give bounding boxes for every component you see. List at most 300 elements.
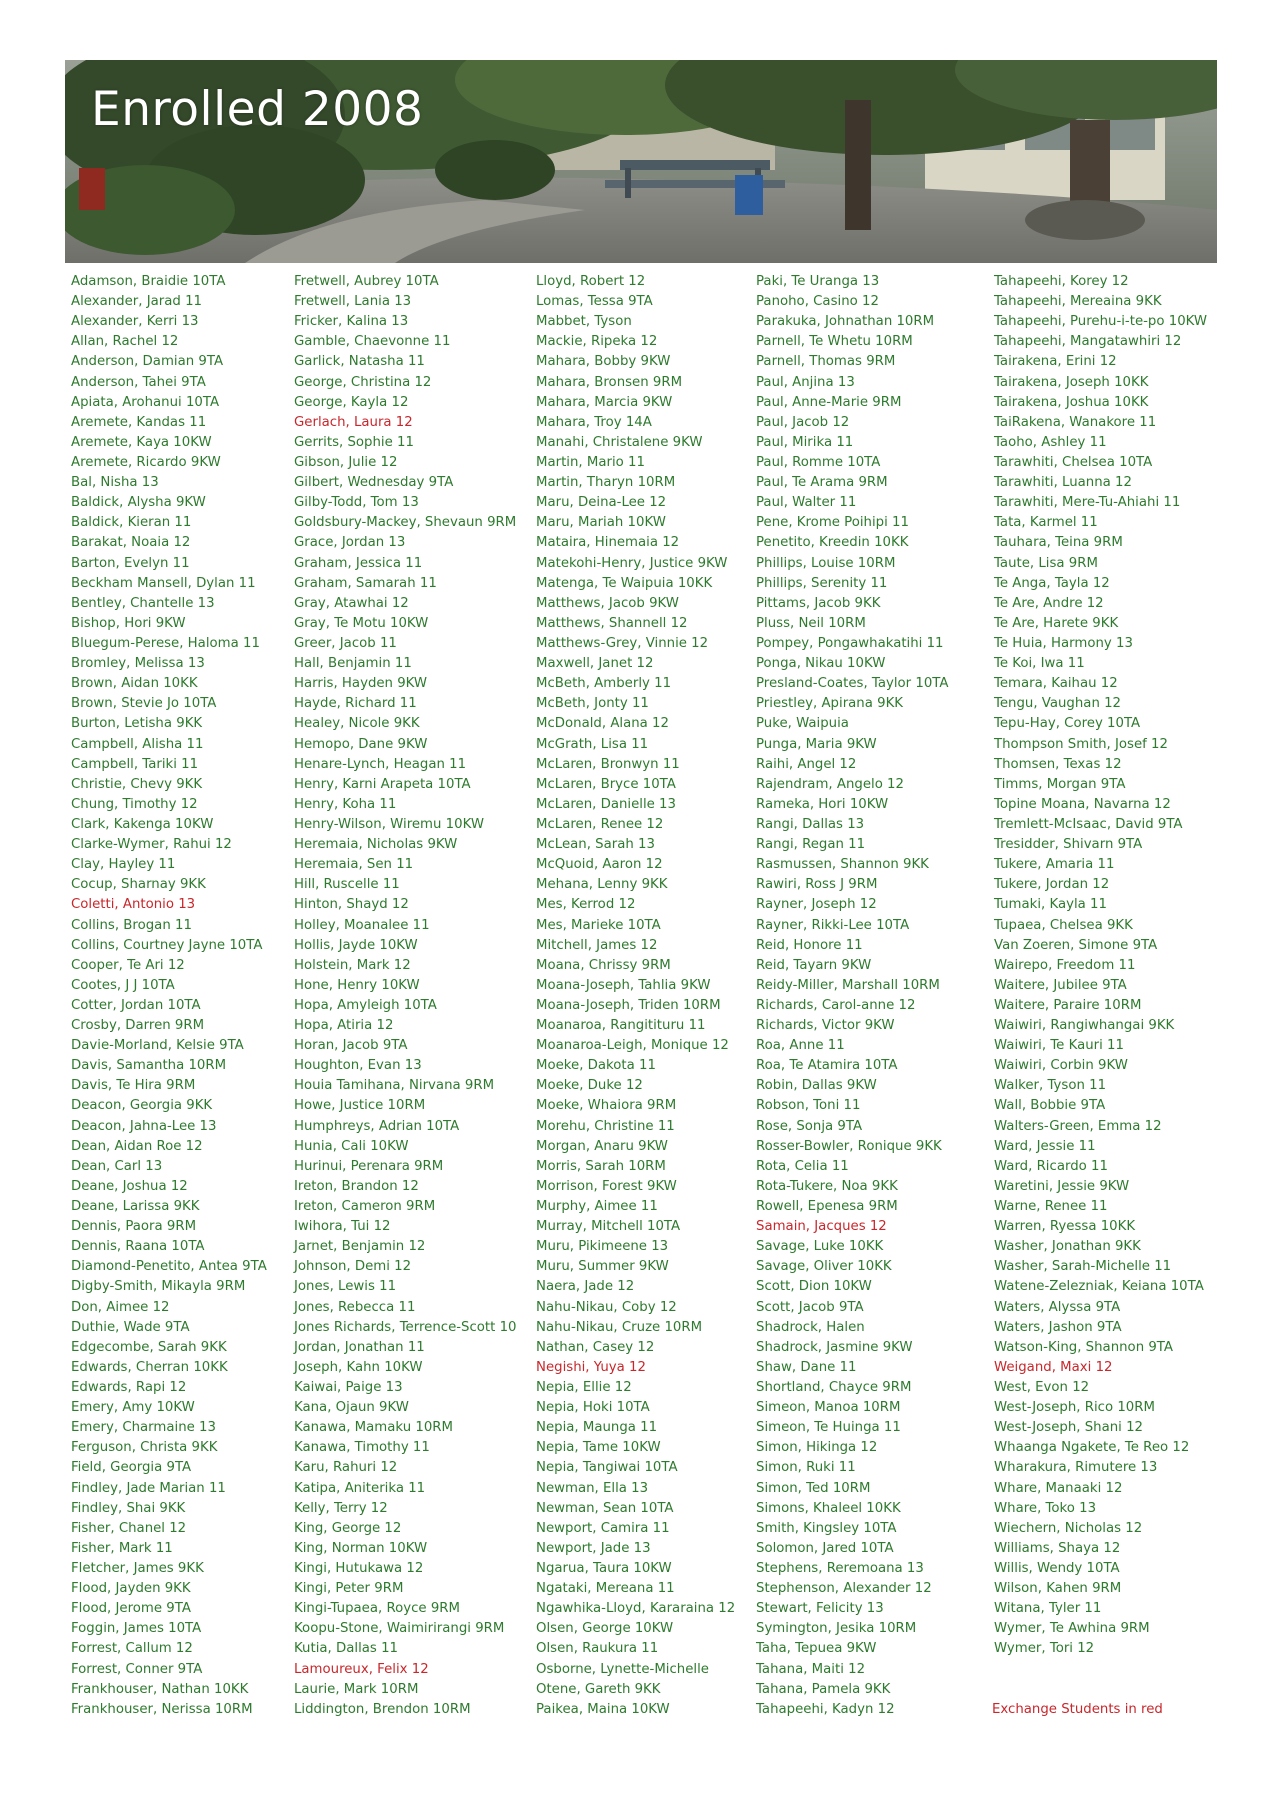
student-entry: Barakat, Noaia 12 <box>71 535 191 551</box>
student-entry: Apiata, Arohanui 10TA <box>71 394 220 410</box>
student-entry: Adamson, Braidie 10TA <box>71 274 226 289</box>
student-entry: Henare-Lynch, Heagan 11 <box>294 756 467 772</box>
student-entry: Davie-Morland, Kelsie 9TA <box>71 1038 244 1054</box>
student-entry: West-Joseph, Rico 10RM <box>994 1400 1155 1416</box>
student-entry: Kingi, Hutukawa 12 <box>294 1561 424 1576</box>
student-entry: Stewart, Felicity 13 <box>756 1601 884 1617</box>
exchange-student-entry: Coletti, Antonio 13 <box>71 897 196 913</box>
student-entry: Tremlett-McIsaac, David 9TA <box>994 816 1183 832</box>
student-entry: Richards, Carol-anne 12 <box>756 997 916 1013</box>
student-entry: Heremaia, Sen 11 <box>294 857 414 873</box>
student-entry: Burton, Letisha 9KK <box>71 716 203 732</box>
student-entry: Tepu-Hay, Corey 10TA <box>994 716 1141 732</box>
student-entry: Flood, Jayden 9KK <box>71 1581 191 1597</box>
student-entry: Campbell, Alisha 11 <box>71 736 204 752</box>
names-column-3 <box>536 272 735 1720</box>
exchange-student-entry: Weigand, Maxi 12 <box>994 1359 1113 1375</box>
student-entry: Kingi-Tupaea, Royce 9RM <box>294 1601 460 1617</box>
student-entry: Mataira, Hinemaia 12 <box>536 535 680 551</box>
student-entry: Simon, Ruki 11 <box>756 1460 856 1476</box>
student-entry: Heremaia, Nicholas 9KW <box>294 837 458 853</box>
student-entry: Whare, Manaaki 12 <box>994 1480 1123 1496</box>
student-entry: Fisher, Mark 11 <box>71 1540 173 1556</box>
student-entry: Tahapeehi, Mangatawhiri 12 <box>994 334 1182 350</box>
names-column-4 <box>756 272 949 1720</box>
student-entry: Waitere, Jubilee 9TA <box>994 977 1127 993</box>
student-entry: Olsen, Raukura 11 <box>536 1641 659 1657</box>
student-entry: Tahana, Maiti 12 <box>756 1661 866 1677</box>
student-entry: Warren, Ryessa 10KK <box>994 1219 1136 1235</box>
student-entry: Wymer, Te Awhina 9RM <box>994 1621 1150 1637</box>
student-entry: Iwihora, Tui 12 <box>294 1219 391 1235</box>
student-entry: Tarawhiti, Mere-Tu-Ahiahi 11 <box>994 495 1181 511</box>
student-entry: Ireton, Brandon 12 <box>294 1178 419 1194</box>
student-entry: Ireton, Cameron 9RM <box>294 1199 436 1215</box>
student-entry: Bromley, Melissa 13 <box>71 656 205 672</box>
student-entry: Maru, Deina-Lee 12 <box>536 495 667 511</box>
student-entry: Kaiwai, Paige 13 <box>294 1380 403 1396</box>
student-entry: Joseph, Kahn 10KW <box>294 1359 423 1375</box>
student-entry: Don, Aimee 12 <box>71 1299 170 1315</box>
student-entry: Houghton, Evan 13 <box>294 1058 422 1074</box>
student-entry: Hall, Benjamin 11 <box>294 656 412 672</box>
student-entry: Baldick, Alysha 9KW <box>71 495 206 511</box>
student-entry: Davis, Te Hira 9RM <box>71 1078 196 1094</box>
student-entry: Reid, Honore 11 <box>756 937 863 953</box>
names-column-5 <box>994 272 1207 1660</box>
student-entry: Cocup, Sharnay 9KK <box>71 877 206 893</box>
student-entry: Jarnet, Benjamin 12 <box>294 1239 426 1255</box>
student-entry: Matenga, Te Waipuia 10KK <box>536 575 713 591</box>
student-entry: Gibson, Julie 12 <box>294 454 398 470</box>
student-entry: Waretini, Jessie 9KW <box>994 1178 1130 1194</box>
student-entry: Johnson, Demi 12 <box>294 1259 412 1275</box>
student-entry: Robson, Toni 11 <box>756 1098 861 1114</box>
student-entry: Witana, Tyler 11 <box>994 1601 1102 1617</box>
student-entry: Whare, Toko 13 <box>994 1500 1097 1516</box>
student-entry: Clarke-Wymer, Rahui 12 <box>71 837 232 853</box>
student-entry: McQuoid, Aaron 12 <box>536 857 663 873</box>
student-entry: Thompson Smith, Josef 12 <box>994 736 1168 752</box>
student-entry: Deane, Joshua 12 <box>71 1178 188 1194</box>
student-entry: McGrath, Lisa 11 <box>536 736 649 752</box>
student-entry: Williams, Shaya 12 <box>994 1540 1121 1556</box>
student-entry: Holstein, Mark 12 <box>294 957 411 973</box>
student-entry: Anderson, Damian 9TA <box>71 354 224 370</box>
student-entry: Tairakena, Joshua 10KK <box>994 394 1149 410</box>
student-entry: Tata, Karmel 11 <box>994 515 1098 531</box>
student-entry: Taha, Tepuea 9KW <box>756 1641 877 1657</box>
student-entry: Paul, Walter 11 <box>756 495 857 511</box>
student-entry: Grace, Jordan 13 <box>294 535 406 551</box>
student-entry: Nepia, Tangiwai 10TA <box>536 1460 678 1476</box>
student-entry: Mabbet, Tyson <box>536 314 632 330</box>
student-entry: Tahapeehi, Korey 12 <box>994 274 1129 289</box>
student-entry: Aremete, Kaya 10KW <box>71 434 212 450</box>
student-entry: Koopu-Stone, Waimirirangi 9RM <box>294 1621 505 1637</box>
student-entry: Washer, Jonathan 9KK <box>994 1239 1141 1255</box>
student-entry: Greer, Jacob 11 <box>294 635 397 651</box>
student-entry: Paul, Mirika 11 <box>756 434 854 450</box>
student-entry: Deane, Larissa 9KK <box>71 1199 200 1215</box>
student-entry: McLaren, Bronwyn 11 <box>536 756 680 772</box>
student-entry: Mahara, Marcia 9KW <box>536 394 673 410</box>
student-entry: Savage, Oliver 10KK <box>756 1259 892 1275</box>
student-entry: Horan, Jacob 9TA <box>294 1038 408 1054</box>
student-entry: Temara, Kaihau 12 <box>994 676 1118 692</box>
student-entry: Ngawhika-Lloyd, Kararaina 12 <box>536 1601 736 1617</box>
student-entry: Matthews-Grey, Vinnie 12 <box>536 635 709 651</box>
student-entry: Duthie, Wade 9TA <box>71 1319 190 1335</box>
student-entry: Pittams, Jacob 9KK <box>756 595 881 611</box>
student-entry: Lomas, Tessa 9TA <box>536 294 653 310</box>
exchange-student-entry: Lamoureux, Felix 12 <box>294 1661 429 1677</box>
student-entry: Rawiri, Ross J 9RM <box>756 877 878 893</box>
student-entry: Moanaroa-Leigh, Monique 12 <box>536 1038 729 1054</box>
student-entry: Wall, Bobbie 9TA <box>994 1098 1106 1114</box>
student-entry: Phillips, Louise 10RM <box>756 555 896 571</box>
student-entry: Penetito, Kreedin 10KK <box>756 535 909 551</box>
student-entry: Scott, Jacob 9TA <box>756 1299 864 1315</box>
student-entry: Symington, Jesika 10RM <box>756 1621 917 1637</box>
student-entry: Forrest, Conner 9TA <box>71 1661 203 1677</box>
student-entry: King, Norman 10KW <box>294 1540 428 1556</box>
student-entry: Taute, Lisa 9RM <box>994 555 1098 571</box>
student-entry: Waitere, Paraire 10RM <box>994 997 1142 1013</box>
student-entry: Nepia, Tame 10KW <box>536 1440 661 1456</box>
student-entry: Mahara, Bronsen 9RM <box>536 374 683 390</box>
student-entry: Gerrits, Sophie 11 <box>294 434 414 450</box>
student-entry: Pluss, Neil 10RM <box>756 615 866 631</box>
student-entry: Shadrock, Halen <box>756 1319 865 1335</box>
student-entry: Topine Moana, Navarna 12 <box>994 796 1171 812</box>
student-entry: Harris, Hayden 9KW <box>294 676 428 692</box>
student-entry: Dennis, Paora 9RM <box>71 1219 197 1235</box>
student-entry: McBeth, Amberly 11 <box>536 676 672 692</box>
student-entry: Pompey, Pongawhakatihi 11 <box>756 635 944 651</box>
student-entry: Gilbert, Wednesday 9TA <box>294 475 454 491</box>
student-entry: Houia Tamihana, Nirvana 9RM <box>294 1078 495 1094</box>
student-entry: McLaren, Danielle 13 <box>536 796 676 812</box>
student-entry: Davis, Samantha 10RM <box>71 1058 227 1074</box>
student-entry: Forrest, Callum 12 <box>71 1641 193 1657</box>
student-entry: Wharakura, Rimutere 13 <box>994 1460 1158 1476</box>
student-entry: Tairakena, Joseph 10KK <box>994 374 1149 390</box>
student-entry: Maxwell, Janet 12 <box>536 656 654 672</box>
student-entry: Te Are, Andre 12 <box>994 595 1104 611</box>
student-entry: Paul, Jacob 12 <box>756 414 850 430</box>
student-entry: Mes, Marieke 10TA <box>536 917 661 933</box>
student-entry: Garlick, Natasha 11 <box>294 354 425 370</box>
student-entry: Nathan, Casey 12 <box>536 1339 655 1355</box>
student-entry: Tahapeehi, Purehu-i-te-po 10KW <box>994 314 1208 330</box>
student-entry: Puke, Waipuia <box>756 716 849 732</box>
student-entry: Mehana, Lenny 9KK <box>536 877 668 893</box>
student-entry: George, Christina 12 <box>294 374 432 390</box>
student-entry: Alexander, Jarad 11 <box>71 294 202 310</box>
student-entry: Goldsbury-Mackey, Shevaun 9RM <box>294 515 517 531</box>
student-entry: Waters, Jashon 9TA <box>994 1319 1122 1335</box>
student-entry: Panoho, Casino 12 <box>756 294 879 310</box>
student-entry: George, Kayla 12 <box>294 394 409 410</box>
student-entry: Thomsen, Texas 12 <box>994 756 1122 772</box>
student-entry: Gray, Te Motu 10KW <box>294 615 429 631</box>
student-entry: Hollis, Jayde 10KW <box>294 937 418 953</box>
student-entry: Paul, Te Arama 9RM <box>756 475 888 491</box>
student-entry: Whaanga Ngakete, Te Reo 12 <box>994 1440 1190 1456</box>
student-entry: Cooper, Te Ari 12 <box>71 957 185 973</box>
student-entry: Phillips, Serenity 11 <box>756 575 888 591</box>
student-entry: Fisher, Chanel 12 <box>71 1520 187 1536</box>
student-entry: Lloyd, Robert 12 <box>536 274 646 289</box>
student-entry: Hopa, Atiria 12 <box>294 1018 394 1034</box>
student-entry: Alexander, Kerri 13 <box>71 314 199 330</box>
student-entry: Martin, Tharyn 10RM <box>536 475 676 491</box>
student-entry: Nepia, Ellie 12 <box>536 1380 632 1396</box>
student-entry: Edgecombe, Sarah 9KK <box>71 1339 227 1355</box>
student-entry: Willis, Wendy 10TA <box>994 1561 1120 1576</box>
student-entry: Gilby-Todd, Tom 13 <box>294 495 419 511</box>
student-entry: Diamond-Penetito, Antea 9TA <box>71 1259 267 1275</box>
student-entry: Newport, Camira 11 <box>536 1520 670 1536</box>
student-entry: Maru, Mariah 10KW <box>536 515 666 531</box>
student-entry: Fretwell, Lania 13 <box>294 294 412 310</box>
student-entry: Osborne, Lynette-Michelle <box>536 1661 709 1677</box>
student-entry: Gray, Atawhai 12 <box>294 595 409 611</box>
student-entry: Roa, Te Atamira 10TA <box>756 1058 898 1074</box>
student-entry: Rangi, Dallas 13 <box>756 816 865 832</box>
student-entry: Cootes, J J 10TA <box>71 977 175 993</box>
student-entry: Waiwiri, Corbin 9KW <box>994 1058 1128 1074</box>
student-entry: Dean, Carl 13 <box>71 1158 163 1174</box>
student-entry: Rosser-Bowler, Ronique 9KK <box>756 1138 942 1154</box>
student-entry: Mahara, Bobby 9KW <box>536 354 671 370</box>
student-entry: Simeon, Te Huinga 11 <box>756 1420 901 1436</box>
student-entry: Humphreys, Adrian 10TA <box>294 1118 460 1134</box>
page-title: Enrolled 2008 <box>91 82 424 137</box>
student-entry: Karu, Rahuri 12 <box>294 1460 398 1476</box>
student-entry: Hunia, Cali 10KW <box>294 1138 409 1154</box>
student-entry: Kana, Ojaun 9KW <box>294 1400 409 1416</box>
student-entry: Hopa, Amyleigh 10TA <box>294 997 437 1013</box>
student-entry: Wairepo, Freedom 11 <box>994 957 1136 973</box>
student-entry: Wiechern, Nicholas 12 <box>994 1520 1143 1536</box>
student-entry: Brown, Stevie Jo 10TA <box>71 696 217 712</box>
student-entry: Allan, Rachel 12 <box>71 334 179 350</box>
student-entry: McLean, Sarah 13 <box>536 837 655 853</box>
student-entry: McLaren, Bryce 10TA <box>536 776 676 792</box>
student-entry: Emery, Charmaine 13 <box>71 1420 216 1436</box>
student-entry: Moana, Chrissy 9RM <box>536 957 671 973</box>
student-entry: Bal, Nisha 13 <box>71 475 159 491</box>
student-entry: Christie, Chevy 9KK <box>71 776 203 792</box>
student-entry: Presland-Coates, Taylor 10TA <box>756 676 949 692</box>
student-entry: Moanaroa, Rangitituru 11 <box>536 1018 706 1034</box>
exchange-student-entry: Gerlach, Laura 12 <box>294 414 413 430</box>
student-entry: Fretwell, Aubrey 10TA <box>294 274 439 289</box>
student-entry: Walters-Green, Emma 12 <box>994 1118 1162 1134</box>
student-entry: Aremete, Kandas 11 <box>71 414 207 430</box>
student-entry: Aremete, Ricardo 9KW <box>71 454 221 470</box>
student-entry: Waiwiri, Rangiwhangai 9KK <box>994 1018 1175 1034</box>
student-entry: Tahana, Pamela 9KK <box>756 1681 891 1697</box>
student-entry: Matthews, Jacob 9KW <box>536 595 679 611</box>
student-entry: Smith, Kingsley 10TA <box>756 1520 897 1536</box>
student-entry: Waters, Alyssa 9TA <box>994 1299 1121 1315</box>
student-entry: Kelly, Terry 12 <box>294 1500 388 1516</box>
student-entry: Henry, Koha 11 <box>294 796 397 812</box>
student-entry: Parakuka, Johnathan 10RM <box>756 314 935 330</box>
student-entry: Moeke, Dakota 11 <box>536 1058 656 1074</box>
student-entry: Flood, Jerome 9TA <box>71 1601 191 1617</box>
student-entry: Matthews, Shannell 12 <box>536 615 688 631</box>
student-entry: Roa, Anne 11 <box>756 1038 845 1054</box>
student-entry: Pene, Krome Poihipi 11 <box>756 515 909 531</box>
student-entry: Barton, Evelyn 11 <box>71 555 190 571</box>
student-entry: Taoho, Ashley 11 <box>994 434 1107 450</box>
student-entry: Shadrock, Jasmine 9KW <box>756 1339 913 1355</box>
student-entry: Crosby, Darren 9RM <box>71 1018 205 1034</box>
student-entry: Tairakena, Erini 12 <box>994 354 1117 370</box>
student-entry: Ngarua, Taura 10KW <box>536 1561 672 1576</box>
student-entry: Parnell, Thomas 9RM <box>756 354 896 370</box>
header-banner <box>65 60 1217 263</box>
student-entry: Rayner, Rikki-Lee 10TA <box>756 917 910 933</box>
student-entry: Hill, Ruscelle 11 <box>294 877 400 893</box>
student-entry: Holley, Moanalee 11 <box>294 917 430 933</box>
student-entry: Moana-Joseph, Triden 10RM <box>536 997 721 1013</box>
student-entry: Richards, Victor 9KW <box>756 1018 895 1034</box>
student-entry: Muru, Summer 9KW <box>536 1259 669 1275</box>
student-entry: Simeon, Manoa 10RM <box>756 1400 901 1416</box>
student-entry: Van Zoeren, Simone 9TA <box>994 937 1158 953</box>
student-entry: Katipa, Aniterika 11 <box>294 1480 426 1496</box>
student-entry: Tauhara, Teina 9RM <box>994 535 1123 551</box>
student-entry: Tukere, Amaria 11 <box>994 857 1115 873</box>
student-entry: Rota, Celia 11 <box>756 1158 849 1174</box>
exchange-student-entry: Samain, Jacques 12 <box>756 1219 887 1235</box>
student-entry: Morrison, Forest 9KW <box>536 1178 677 1194</box>
student-entry: Otene, Gareth 9KK <box>536 1681 661 1697</box>
student-entry: Dean, Aidan Roe 12 <box>71 1138 203 1154</box>
student-entry: Dennis, Raana 10TA <box>71 1239 205 1255</box>
student-entry: Raihi, Angel 12 <box>756 756 857 772</box>
student-entry: Campbell, Tariki 11 <box>71 756 199 772</box>
student-entry: Mitchell, James 12 <box>536 937 658 953</box>
student-entry: Cotter, Jordan 10TA <box>71 997 201 1013</box>
student-entry: Field, Georgia 9TA <box>71 1460 192 1476</box>
student-entry: Emery, Amy 10KW <box>71 1400 195 1416</box>
student-entry: West, Evon 12 <box>994 1380 1090 1396</box>
student-entry: Ferguson, Christa 9KK <box>71 1440 218 1456</box>
student-entry: Laurie, Mark 10RM <box>294 1681 419 1697</box>
student-entry: Solomon, Jared 10TA <box>756 1540 894 1556</box>
student-entry: Priestley, Apirana 9KK <box>756 696 904 712</box>
student-entry: Hone, Henry 10KW <box>294 977 420 993</box>
student-entry: Rajendram, Angelo 12 <box>756 776 904 792</box>
student-entry: Tahapeehi, Mereaina 9KK <box>994 294 1162 310</box>
student-entry: Parnell, Te Whetu 10RM <box>756 334 913 350</box>
student-entry: Graham, Jessica 11 <box>294 555 423 571</box>
student-entry: Te Huia, Harmony 13 <box>994 635 1133 651</box>
names-column-2 <box>294 272 517 1720</box>
student-entry: Simons, Khaleel 10KK <box>756 1500 901 1516</box>
student-entry: Bishop, Hori 9KW <box>71 615 186 631</box>
student-entry: TaiRakena, Wanakore 11 <box>994 414 1157 430</box>
student-entry: Baldick, Kieran 11 <box>71 515 192 531</box>
student-entry: Jones, Rebecca 11 <box>294 1299 416 1315</box>
student-entry: McBeth, Jonty 11 <box>536 696 649 712</box>
student-entry: Deacon, Jahna-Lee 13 <box>71 1118 217 1134</box>
student-entry: Simon, Ted 10RM <box>756 1480 871 1496</box>
student-entry: Morehu, Christine 11 <box>536 1118 675 1134</box>
student-entry: Te Anga, Tayla 12 <box>994 575 1110 591</box>
student-entry: Moeke, Whaiora 9RM <box>536 1098 677 1114</box>
student-entry: Tumaki, Kayla 11 <box>994 897 1107 913</box>
student-entry: Murray, Mitchell 10TA <box>536 1219 681 1235</box>
student-entry: Hurinui, Perenara 9RM <box>294 1158 444 1174</box>
student-entry: Stephenson, Alexander 12 <box>756 1581 932 1597</box>
student-entry: Edwards, Cherran 10KK <box>71 1359 228 1375</box>
student-entry: Shaw, Dane 11 <box>756 1359 857 1375</box>
student-entry: Tukere, Jordan 12 <box>994 877 1110 893</box>
student-entry: Mahara, Troy 14A <box>536 414 652 430</box>
student-entry: Morgan, Anaru 9KW <box>536 1138 668 1154</box>
student-entry: Ponga, Nikau 10KW <box>756 656 886 672</box>
student-entry: Foggin, James 10TA <box>71 1621 202 1637</box>
student-entry: Collins, Brogan 11 <box>71 917 192 933</box>
student-entry: Hinton, Shayd 12 <box>294 897 409 913</box>
student-entry: Clay, Hayley 11 <box>71 857 176 873</box>
student-entry: McLaren, Renee 12 <box>536 816 664 832</box>
student-entry: West-Joseph, Shani 12 <box>994 1420 1143 1436</box>
student-entry: Collins, Courtney Jayne 10TA <box>71 937 263 953</box>
student-entry: Paul, Anne-Marie 9RM <box>756 394 902 410</box>
student-entry: Warne, Renee 11 <box>994 1199 1108 1215</box>
student-entry: Ngataki, Mereana 11 <box>536 1581 675 1597</box>
student-entry: Rose, Sonja 9TA <box>756 1118 863 1134</box>
student-entry: Manahi, Christalene 9KW <box>536 434 703 450</box>
student-entry: Frankhouser, Nathan 10KK <box>71 1681 249 1697</box>
student-entry: McDonald, Alana 12 <box>536 716 669 732</box>
student-entry: Kanawa, Mamaku 10RM <box>294 1420 453 1436</box>
student-entry: Deacon, Georgia 9KK <box>71 1098 213 1114</box>
student-entry: Clark, Kakenga 10KW <box>71 816 214 832</box>
student-entry: Rowell, Epenesa 9RM <box>756 1199 898 1215</box>
student-entry: Kanawa, Timothy 11 <box>294 1440 430 1456</box>
student-entry: Anderson, Tahei 9TA <box>71 374 206 390</box>
student-entry: Hemopo, Dane 9KW <box>294 736 428 752</box>
student-entry: Bentley, Chantelle 13 <box>71 595 215 611</box>
student-entry: Rasmussen, Shannon 9KK <box>756 857 929 873</box>
student-entry: Moana-Joseph, Tahlia 9KW <box>536 977 711 993</box>
student-entry: Te Are, Harete 9KK <box>994 615 1119 631</box>
student-entry: Washer, Sarah-Michelle 11 <box>994 1259 1172 1275</box>
student-entry: Watene-Zelezniak, Keiana 10TA <box>994 1279 1204 1295</box>
student-entry: Tresidder, Shivarn 9TA <box>994 837 1143 853</box>
student-entry: Nepia, Maunga 11 <box>536 1420 658 1436</box>
student-entry: Reid, Tayarn 9KW <box>756 957 872 973</box>
exchange-students-note: Exchange Students in red <box>992 1702 1163 1717</box>
student-entry: Martin, Mario 11 <box>536 454 645 470</box>
student-entry: Mes, Kerrod 12 <box>536 897 636 913</box>
student-entry: Brown, Aidan 10KK <box>71 676 198 692</box>
student-entry: Tupaea, Chelsea 9KK <box>994 917 1133 933</box>
student-entry: Paul, Anjina 13 <box>756 374 855 390</box>
student-entry: Henry, Karni Arapeta 10TA <box>294 776 471 792</box>
student-entry: Fletcher, James 9KK <box>71 1561 204 1576</box>
student-entry: Graham, Samarah 11 <box>294 575 437 591</box>
